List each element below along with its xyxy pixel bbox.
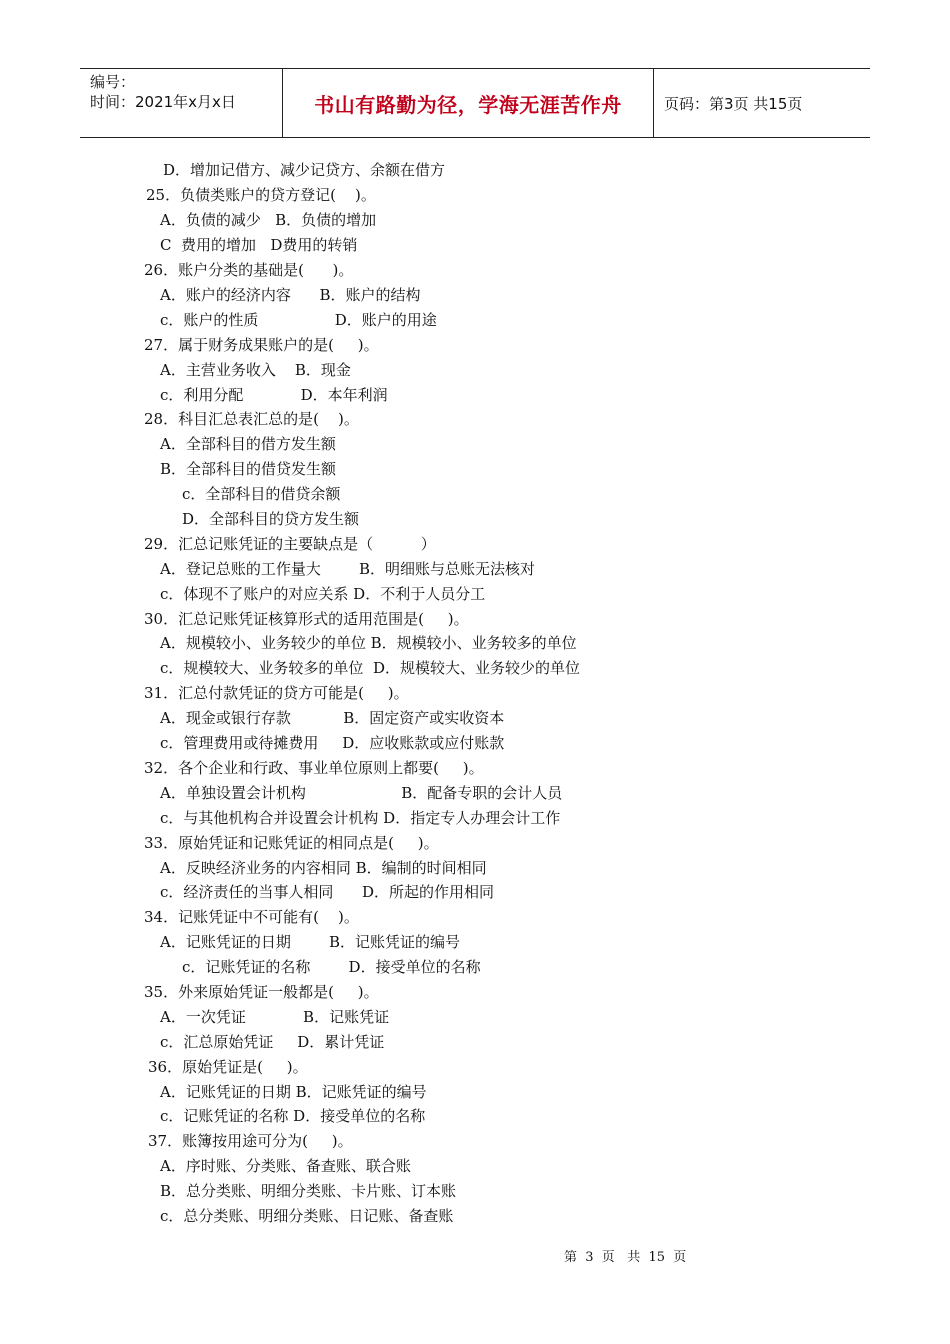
text-line: B．全部科目的借贷发生额 <box>160 460 337 478</box>
text-line: 37．账簿按用途可分为( )。 <box>148 1132 353 1150</box>
header-left-cell <box>80 69 283 137</box>
document-header <box>80 68 870 138</box>
text-line: A．记账凭证的日期 B．记账凭证的编号 <box>160 1083 427 1101</box>
text-line: 35．外来原始凭证一般都是( )。 <box>144 983 379 1001</box>
text-line: A．反映经济业务的内容相同 B．编制的时间相同 <box>160 859 487 877</box>
text-line: c．管理费用或待摊费用 D．应收账款或应付账款 <box>160 734 505 752</box>
text-line: c．利用分配 D．本年利润 <box>160 386 388 404</box>
text-line: 26．账户分类的基础是( )。 <box>144 261 354 279</box>
text-line: A．主营业务收入 B．现金 <box>160 361 351 379</box>
text-line: A．一次凭证 B．记账凭证 <box>160 1008 390 1026</box>
text-line: A．全部科目的借方发生额 <box>160 435 336 453</box>
text-line: 36．原始凭证是( )。 <box>148 1058 308 1076</box>
text-line: 27．属于财务成果账户的是( )。 <box>144 336 379 354</box>
page-footer: 第 3 页 共 15 页 <box>564 1250 687 1265</box>
date-label: 时间：2021年x月x日 <box>90 93 236 111</box>
text-line: c．记账凭证的名称 D．接受单位的名称 <box>182 958 481 976</box>
text-line: A．单独设置会计机构 B．配备专职的会计人员 <box>160 784 563 802</box>
header-middle-cell <box>283 69 654 137</box>
text-line: D．全部科目的贷方发生额 <box>182 510 360 528</box>
text-line: 25．负债类账户的贷方登记( )。 <box>146 186 376 204</box>
text-line: 33．原始凭证和记账凭证的相同点是( )。 <box>144 834 439 852</box>
text-line: 32．各个企业和行政、事业单位原则上都要( )。 <box>144 759 484 777</box>
text-line: c．总分类账、明细分类账、日记账、备查账 <box>160 1207 454 1225</box>
text-line: A．负债的减少 B．负债的增加 <box>160 211 377 229</box>
text-line: c．规模较大、业务较多的单位 D．规模较大、业务较少的单位 <box>160 659 580 677</box>
text-line: A．登记总账的工作量大 B．明细账与总账无法核对 <box>160 560 536 578</box>
text-line: 28．科目汇总表汇总的是( )。 <box>144 410 359 428</box>
text-line: A．序时账、分类账、备查账、联合账 <box>160 1157 411 1175</box>
text-line: A．记账凭证的日期 B．记账凭证的编号 <box>160 933 461 951</box>
text-line: A．账户的经济内容 B．账户的结构 <box>160 286 421 304</box>
text-line: 30．汇总记账凭证核算形式的适用范围是( )。 <box>144 610 469 628</box>
text-line: 29．汇总记账凭证的主要缺点是（ ） <box>144 535 436 553</box>
page-info: 页码：第3页 共15页 <box>664 95 803 113</box>
text-line: B．总分类账、明细分类账、卡片账、订本账 <box>160 1182 457 1200</box>
header-right-cell <box>654 69 870 137</box>
text-line: 34．记账凭证中不可能有( )。 <box>144 908 359 926</box>
text-line: c．汇总原始凭证 D．累计凭证 <box>160 1033 385 1051</box>
text-line: c．体现不了账户的对应关系 D．不利于人员分工 <box>160 585 486 603</box>
text-line: 31．汇总付款凭证的贷方可能是( )。 <box>144 684 409 702</box>
motto: 书山有路勤为径，学海无涯苦作舟 <box>314 93 622 117</box>
text-line: D．增加记借方、减少记贷方、余额在借方 <box>163 161 446 179</box>
text-line: c．与其他机构合并设置会计机构 D．指定专人办理会计工作 <box>160 809 561 827</box>
text-line: c．全部科目的借贷余额 <box>182 485 341 503</box>
text-line: A．规模较小、业务较少的单位 B．规模较小、业务较多的单位 <box>160 634 577 652</box>
text-line: c．经济责任的当事人相同 D．所起的作用相同 <box>160 883 495 901</box>
text-line: A．现金或银行存款 B．固定资产或实收资本 <box>160 709 505 727</box>
number-label: 编号： <box>90 73 136 91</box>
text-line: c．账户的性质 D．账户的用途 <box>160 311 437 329</box>
text-line: C 费用的增加 D费用的转销 <box>160 236 358 254</box>
text-line: c．记账凭证的名称 D．接受单位的名称 <box>160 1107 426 1125</box>
